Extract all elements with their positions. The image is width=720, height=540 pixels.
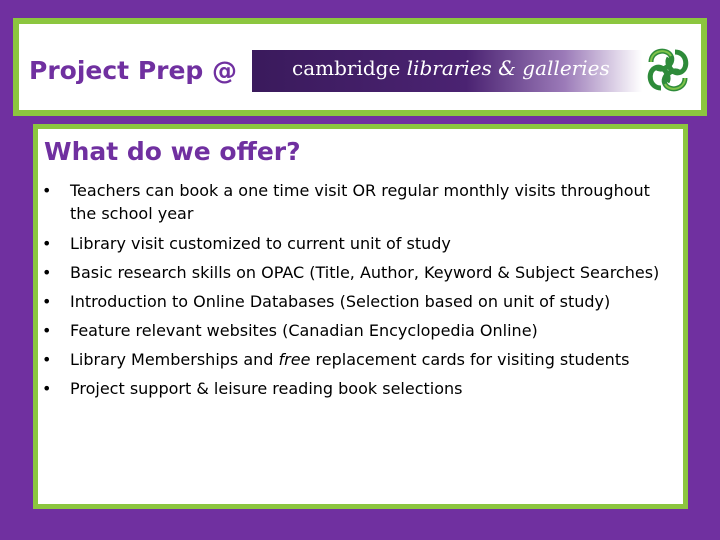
logo-word-libraries: libraries & galleries bbox=[406, 56, 610, 80]
bullet-icon: • bbox=[42, 379, 52, 398]
list-item-text: Basic research skills on OPAC (Title, Author, Keyword & Subject Searches) bbox=[70, 263, 660, 282]
list-item-text: Library Memberships and bbox=[70, 350, 279, 369]
bullet-icon: • bbox=[42, 321, 52, 340]
section-heading: What do we offer? bbox=[44, 137, 301, 166]
list-item-text: book selections bbox=[333, 379, 463, 398]
list-item bbox=[40, 345, 680, 374]
logo-text bbox=[292, 56, 610, 80]
list-item-text: Project support & leisure bbox=[70, 379, 273, 398]
list-item bbox=[40, 316, 680, 345]
list-item-text: Feature relevant websites (Canadian Encyclopedia Online) bbox=[70, 321, 538, 340]
bullet-icon: • bbox=[42, 350, 52, 369]
list-item bbox=[40, 374, 680, 403]
list-item-emphasis: free bbox=[278, 350, 311, 369]
bullet-icon: • bbox=[42, 181, 52, 200]
bullet-icon: • bbox=[42, 292, 52, 311]
header-panel bbox=[19, 24, 701, 110]
knot-logo-icon bbox=[641, 42, 695, 98]
list-item bbox=[40, 179, 680, 229]
content-panel bbox=[38, 129, 683, 504]
list-item bbox=[40, 258, 680, 287]
bullet-icon: • bbox=[42, 234, 52, 253]
logo-word-cambridge: cambridge bbox=[292, 56, 401, 80]
content-frame bbox=[33, 124, 688, 509]
header-frame bbox=[13, 18, 707, 116]
bullet-icon: • bbox=[42, 263, 52, 282]
list-item-text: replacement cards for visiting students bbox=[310, 350, 630, 369]
library-logo-banner bbox=[252, 50, 642, 92]
page-title: Project Prep @ bbox=[29, 56, 238, 85]
list-item-text: Teachers can book a one time visit OR regular monthly visits throughout the school year bbox=[70, 181, 650, 223]
list-item bbox=[40, 229, 680, 258]
list-item-text: Introduction to Online Databases (Selection based on unit of study) bbox=[70, 292, 611, 311]
list-item-text: reading bbox=[272, 379, 334, 398]
offer-list bbox=[40, 179, 680, 403]
list-item bbox=[40, 287, 680, 316]
list-item-text: Library visit customized to current unit of study bbox=[70, 234, 451, 253]
